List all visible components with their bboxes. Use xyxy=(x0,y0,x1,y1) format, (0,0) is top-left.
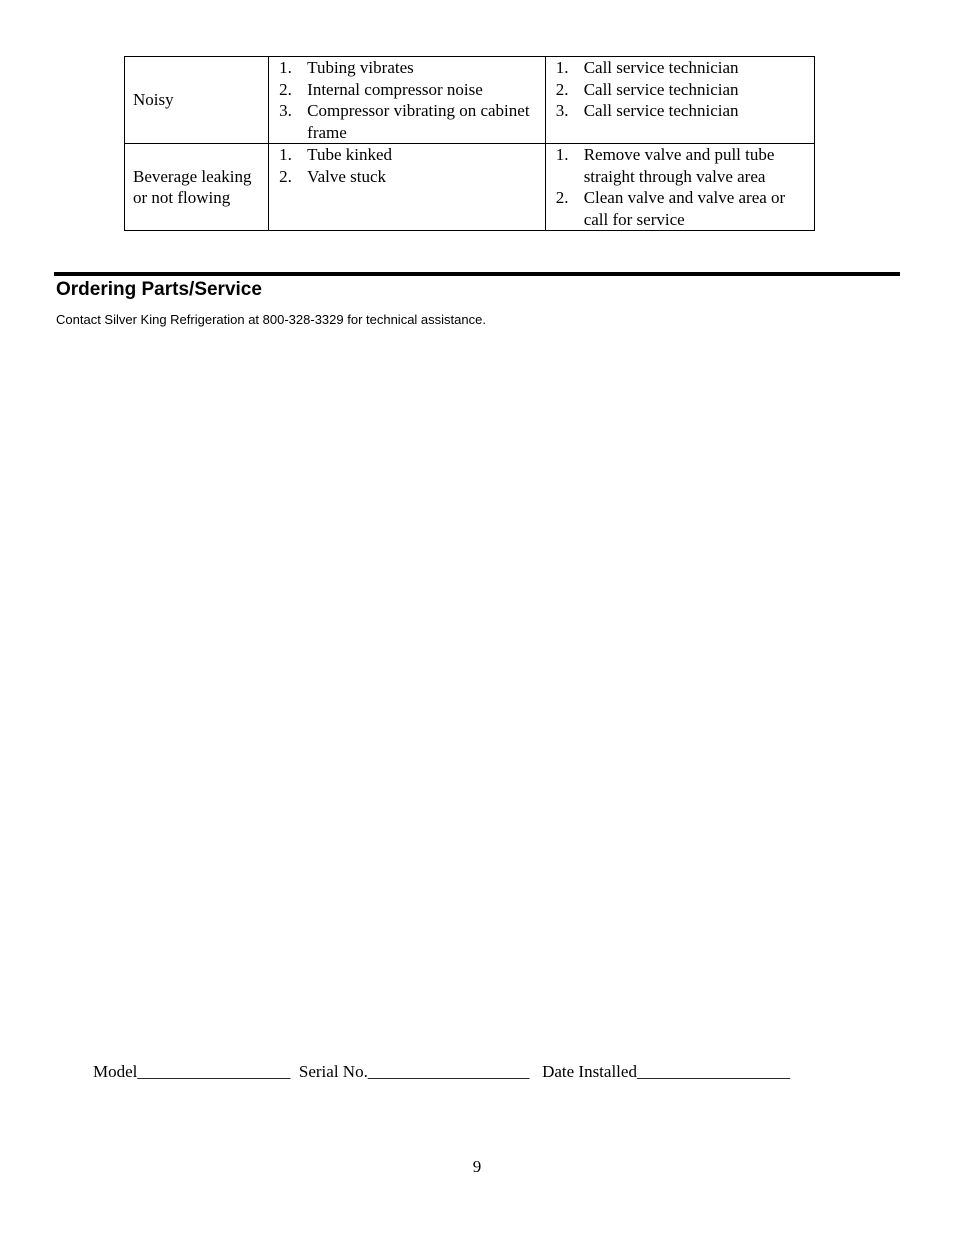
remedy-list xyxy=(546,144,814,230)
item-number: 2. xyxy=(555,188,569,207)
table-row xyxy=(125,144,815,231)
item-number: 2. xyxy=(279,79,292,99)
item-text: Remove valve and pull tube straight through valve area xyxy=(583,145,775,186)
contact-text: Contact Silver King Refrigeration at 800-328-3329 for technical assistance. xyxy=(56,312,486,327)
list-item xyxy=(546,144,814,187)
remedy-cell xyxy=(545,144,814,231)
remedy-list xyxy=(546,57,814,122)
page-number: 9 xyxy=(472,1157,482,1176)
item-number: 2. xyxy=(279,166,292,186)
list-item xyxy=(269,79,545,101)
list-item xyxy=(546,79,814,101)
problem-cell: Beverage leaking or not flowing xyxy=(125,144,269,231)
item-number: 2. xyxy=(555,79,569,99)
cause-cell xyxy=(269,57,546,144)
troubleshooting-table xyxy=(124,56,815,231)
item-text: Compressor vibrating on cabinet frame xyxy=(307,101,530,142)
cause-list xyxy=(269,144,545,187)
section-divider xyxy=(54,272,900,276)
installation-record-line: Model__________________ Serial No.___________________ Date Installed__________________ xyxy=(93,1062,790,1081)
item-text: Call service technician xyxy=(583,101,739,120)
list-item xyxy=(269,166,545,188)
cause-cell xyxy=(269,144,546,231)
list-item xyxy=(269,57,545,79)
list-item xyxy=(269,144,545,166)
item-number: 3. xyxy=(279,101,292,120)
item-text: Valve stuck xyxy=(307,166,387,186)
item-text: Tubing vibrates xyxy=(307,58,414,77)
table-row xyxy=(125,57,815,144)
list-item xyxy=(546,57,814,79)
item-text: Call service technician xyxy=(583,79,739,99)
item-number: 1. xyxy=(555,58,569,77)
item-number: 1. xyxy=(279,58,292,77)
item-text: Tube kinked xyxy=(307,145,393,164)
problem-cell: Noisy xyxy=(125,57,269,144)
list-item xyxy=(269,100,545,143)
remedy-cell xyxy=(545,57,814,144)
section-heading: Ordering Parts/Service xyxy=(56,279,262,300)
item-text: Call service technician xyxy=(583,58,739,77)
list-item xyxy=(546,187,814,230)
item-number: 1. xyxy=(555,145,569,164)
item-number: 1. xyxy=(279,145,292,164)
item-text: Internal compressor noise xyxy=(307,79,483,99)
cause-list xyxy=(269,57,545,143)
list-item xyxy=(546,100,814,122)
item-number: 3. xyxy=(555,101,569,120)
item-text: Clean valve and valve area or call for service xyxy=(583,188,786,229)
